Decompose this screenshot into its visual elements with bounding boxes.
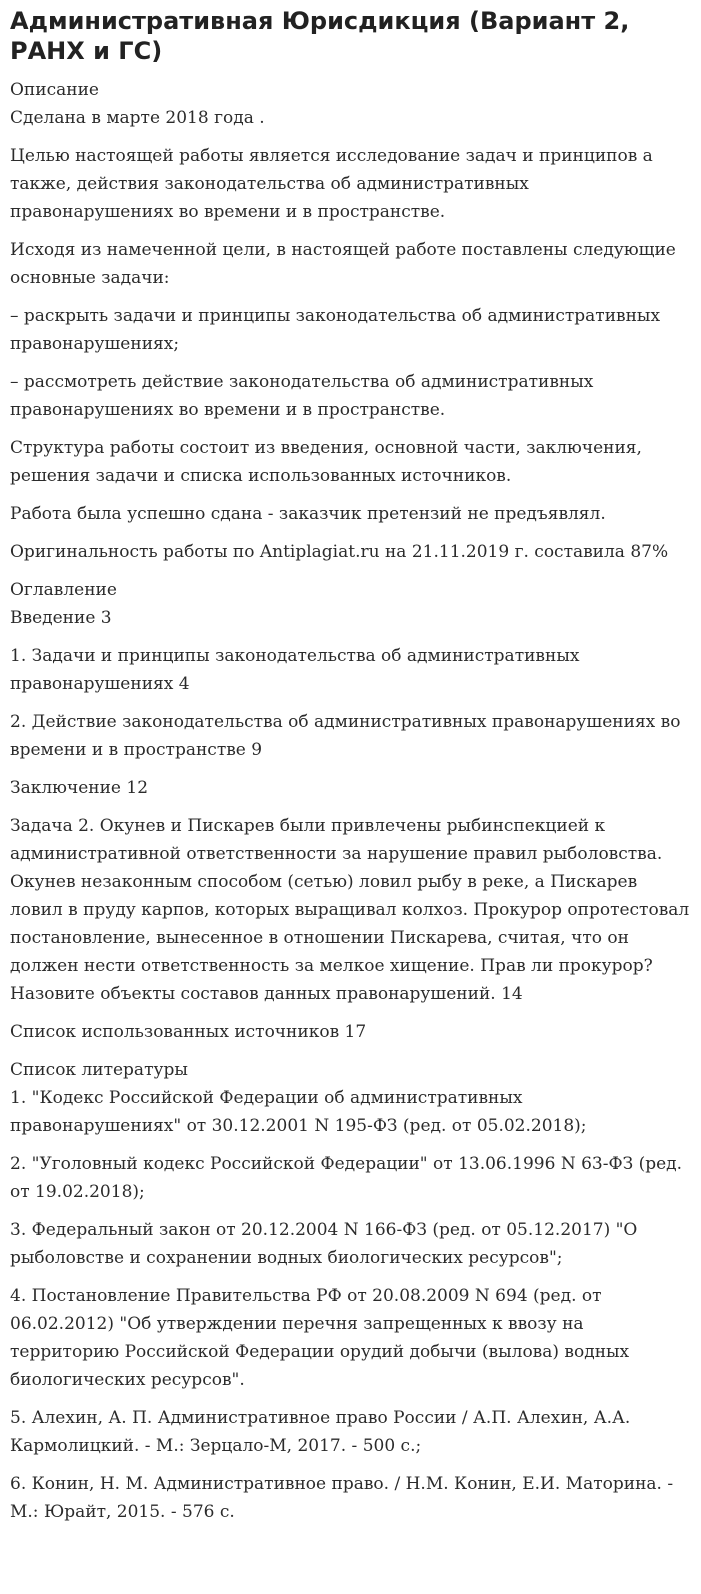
contents-section (10, 576, 691, 1046)
literature-item: 1. "Кодекс Российской Федерации об административных правонарушениях" от 30.12.2001 N 195-ФЗ (ред. от 05.02.2018); (10, 1088, 587, 1136)
description-paragraph: Структура работы состоит из введения, основной части, заключения, решения задачи и списка использованных источников. (10, 438, 642, 486)
contents-item: Задача 2. Окунев и Пискарев были привлечены рыбинспекцией к административной ответственности за нарушение правил рыболовства. Окунев незаконным способом (сетью) ловил рыбу в реке, а Пискарев ловил в пруду карпов, которых выращивал колхоз. Прокурор опротестовал постановление, вынесенное в отношении Пискарева, считая, что он должен нести ответственность за мелкое хищение. Прав ли прокурор? Назовите объекты составов данных правонарушений. 14 (10, 816, 690, 1004)
description-paragraph: Сделана в марте 2018 года . (10, 108, 265, 128)
page-title: Административная Юрисдикция (Вариант 2, РАНХ и ГС) (10, 7, 630, 65)
literature-item: 4. Постановление Правительства РФ от 20.08.2009 N 694 (ред. от 06.02.2012) "Об утверждении перечня запрещенных к ввозу на территорию Российской Федерации орудий добычи (вылова) водных биологических ресурсов". (10, 1286, 630, 1390)
description-paragraph: – раскрыть задачи и принципы законодательства об административных правонарушениях; (10, 306, 661, 354)
contents-heading: Оглавление (10, 580, 117, 600)
literature-heading: Список литературы (10, 1060, 188, 1080)
description-paragraph: Оригинальность работы по Antiplagiat.ru на 21.11.2019 г. составила 87% (10, 542, 669, 562)
contents-item: Введение 3 (10, 608, 112, 628)
contents-item: 1. Задачи и принципы законодательства об административных правонарушениях 4 (10, 646, 580, 694)
literature-item: 5. Алехин, А. П. Административное право России / А.П. Алехин, А.А. Кармолицкий. - М.: Зерцало-М, 2017. - 500 с.; (10, 1408, 631, 1456)
description-paragraph: – рассмотреть действие законодательства об административных правонарушениях во времени и в пространстве. (10, 372, 594, 420)
description-paragraph: Целью настоящей работы является исследование задач и принципов а также, действия законодательства об административных правонарушениях во времени и в пространстве. (10, 146, 653, 222)
literature-item: 2. "Уголовный кодекс Российской Федерации" от 13.06.1996 N 63-ФЗ (ред. от 19.02.2018); (10, 1154, 683, 1202)
literature-item: 3. Федеральный закон от 20.12.2004 N 166-ФЗ (ред. от 05.12.2017) "О рыболовстве и сохранении водных биологических ресурсов"; (10, 1220, 638, 1268)
description-section (10, 76, 691, 566)
literature-item: 6. Конин, Н. М. Административное право. / Н.М. Конин, Е.И. Маторина. - М.: Юрайт, 2015. - 576 с. (10, 1474, 674, 1522)
contents-item: Заключение 12 (10, 778, 149, 798)
description-heading: Описание (10, 80, 99, 100)
description-paragraph: Работа была успешно сдана - заказчик претензий не предъявлял. (10, 504, 606, 524)
literature-section (10, 1056, 691, 1526)
contents-item: 2. Действие законодательства об административных правонарушениях во времени и в пространстве 9 (10, 712, 681, 760)
contents-item: Список использованных источников 17 (10, 1022, 367, 1042)
description-paragraph: Исходя из намеченной цели, в настоящей работе поставлены следующие основные задачи: (10, 240, 676, 288)
